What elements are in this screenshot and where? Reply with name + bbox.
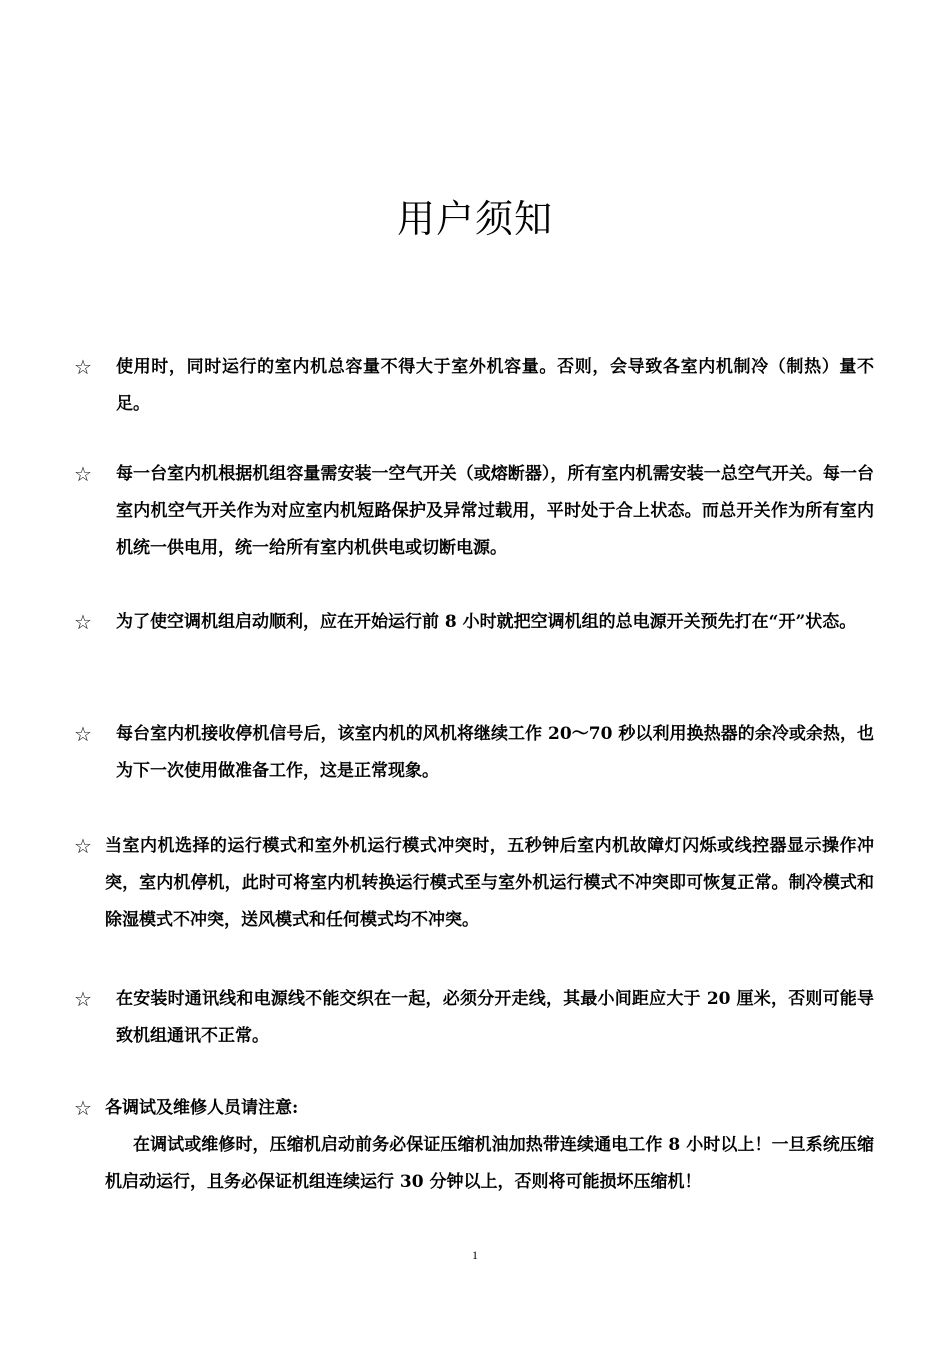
notice-text: 当室内机选择的运行模式和室外机运行模式冲突时，五秒钟后室内机故障灯闪烁或线控器显示操作冲突，室内机停机，此时可将室内机转换运行模式至与室外机运行模式不冲突即可恢复正常。制冷模式和除湿模式不冲突，送风模式和任何模式均不冲突。 [105, 836, 874, 930]
notice-mode-conflict [74, 828, 874, 939]
notice-text: 在安装时通讯线和电源线不能交织在一起，必须分开走线，其最小间距应大于 20 厘米，否则可能导致机组通讯不正常。 [116, 989, 874, 1046]
maintenance-heading: 各调试及维修人员请注意: [105, 1098, 299, 1118]
notice-fan-delay [74, 716, 874, 790]
notice-text: 使用时，同时运行的室内机总容量不得大于室外机容量。否则，会导致各室内机制冷（制热）量不足。 [116, 357, 874, 414]
star-icon: ☆ [74, 462, 92, 486]
star-icon: ☆ [74, 722, 92, 746]
notice-text: 每台室内机接收停机信号后，该室内机的风机将继续工作 20～70 秒以利用换热器的余冷或余热，也为下一次使用做准备工作，这是正常现象。 [116, 724, 874, 781]
notice-air-switch [74, 456, 874, 567]
notice-capacity [74, 349, 874, 423]
page-title: 用户须知 [396, 197, 553, 241]
notice-text: 为了使空调机组启动顺利，应在开始运行前 8 小时就把空调机组的总电源开关预先打在“开”状态。 [116, 612, 857, 632]
star-icon: ☆ [74, 834, 92, 858]
notice-preheat [74, 604, 874, 641]
maintenance-text: 在调试或维修时，压缩机启动前务必保证压缩机油加热带连续通电工作 8 小时以上！一旦系统压缩机启动运行，且务必保证机组连续运行 30 分钟以上，否则将可能损坏压缩机！ [105, 1135, 874, 1192]
star-icon: ☆ [74, 610, 92, 634]
notice-wiring [74, 981, 874, 1055]
page-number: 1 [472, 1248, 478, 1262]
notice-maintenance [74, 1090, 874, 1201]
star-icon: ☆ [74, 1096, 92, 1120]
star-icon: ☆ [74, 355, 92, 379]
notice-text: 每一台室内机根据机组容量需安装一空气开关（或熔断器），所有室内机需安装一总空气开关。每一台室内机空气开关作为对应室内机短路保护及异常过载用，平时处于合上状态。而总开关作为所有室内机统一供电用，统一给所有室内机供电或切断电源。 [116, 464, 874, 558]
star-icon: ☆ [74, 987, 92, 1011]
